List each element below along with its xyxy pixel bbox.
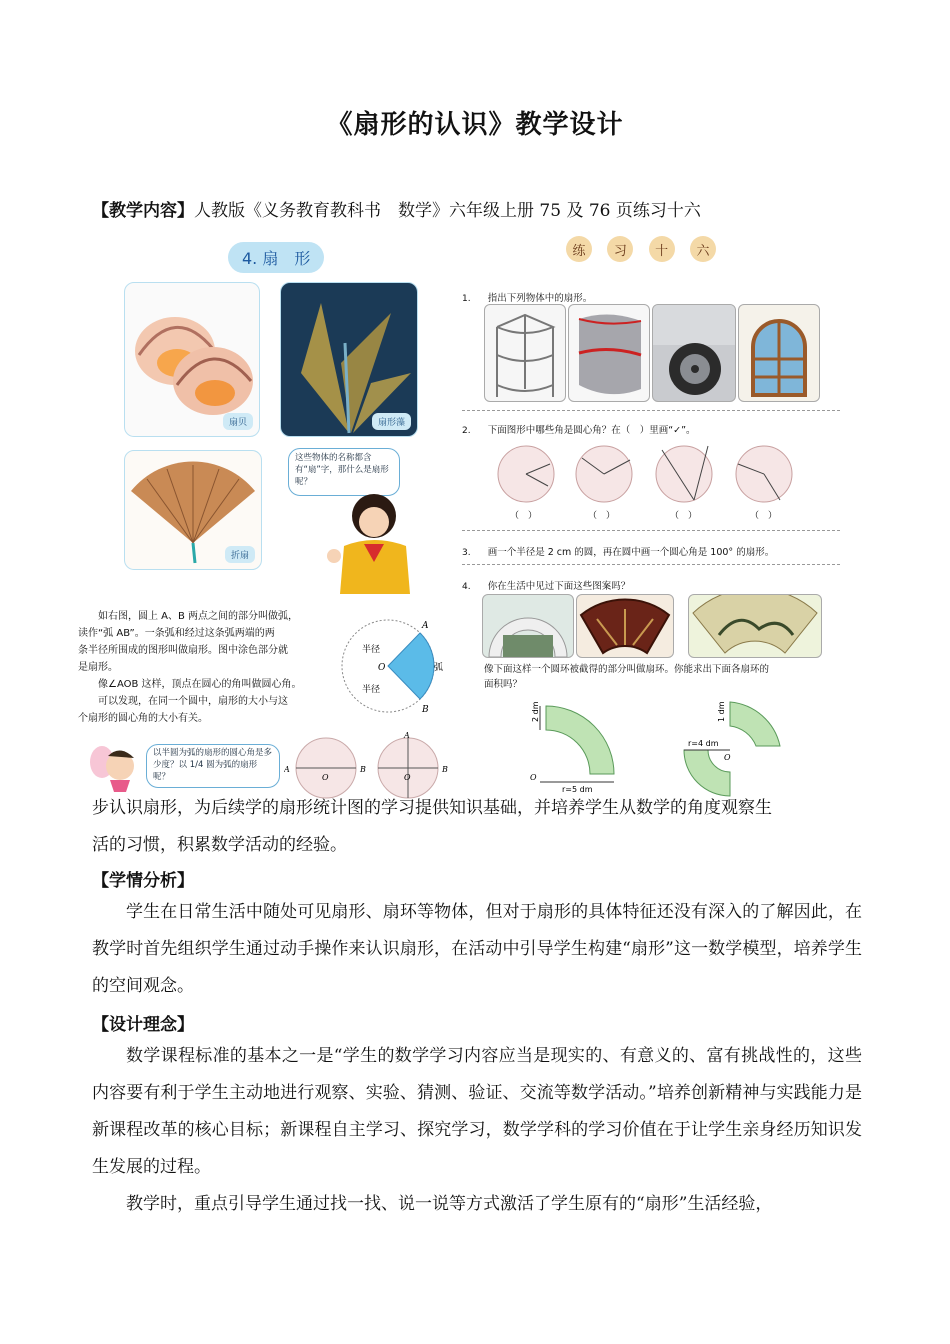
point-o-label: O (378, 663, 386, 673)
caption-scallop: 扇贝 (223, 413, 253, 430)
pic-corner-shelf (484, 304, 566, 402)
paragraph-analysis: 学生在日常生活中随处可见扇形、扇环等物体，但对于扇形的具体特征还没有深入的了解因此，在教学时首先组织学生通过动手操作来认识扇形，在活动中引导学生构建“扇形”这一数学模型，培养学生的空间观念。 (92, 902, 862, 996)
ex2-paren-4: （ ） (750, 511, 778, 521)
page-title: 《扇形的认识》教学设计 (326, 110, 624, 140)
content-label: 【教学内容】 (92, 201, 194, 221)
bottom-question-bubble: 以半圆为弧的扇形的圆心角是多少度？以 1/4 圆为弧的扇形呢？ (146, 744, 280, 788)
content-text: 人教版《义务教育教科书 数学》六年级上册 75 及 76 页练习十六 (194, 201, 701, 221)
paragraph-concept-2: 教学时，重点引导学生通过找一找、说一说等方式激活了学生原有的“扇形”生活经验， (126, 1194, 773, 1214)
ex2-text: 下面图形中哪些角是圆心角？在（ ）里画“✓”。 (487, 425, 696, 436)
photo-seaweed (280, 282, 418, 437)
def-line-6: 可以发现，在同一个圆中，扇形的大小与这 (98, 696, 288, 707)
curved-wall-image (569, 305, 649, 401)
textbook-right-page (462, 232, 842, 800)
circle1-a-label: A (284, 765, 290, 774)
ex4-body-line-2: 面积吗？ (484, 679, 523, 690)
def-line-5: 像∠AOB 这样，顶点在圆心的角叫做圆心角。 (98, 679, 302, 690)
ex2-number: 2. (462, 426, 471, 436)
definition-text (78, 608, 334, 727)
pic-fan-screen (576, 594, 674, 658)
fan-painting-image (689, 595, 821, 657)
exercise-1 (462, 286, 592, 305)
sector-diagram (340, 616, 444, 716)
pic-arched-window (738, 304, 820, 402)
caption-seaweed: 扇形藻 (372, 413, 411, 430)
title-char-2: 习 (607, 236, 633, 262)
girl-illustration (314, 486, 424, 594)
speech-bubble: 这些物体的名称都含有“扇”字，那什么是扇形呢？ (288, 448, 400, 496)
arched-window-image (739, 305, 819, 401)
fan-screen-image (577, 595, 673, 657)
title-char-4: 六 (690, 236, 716, 262)
def-line-1: 如右图，圆上 A、B 两点之间的部分叫做弧， (98, 611, 299, 622)
ex4-text: 你在生活中见过下面这些图案吗？ (487, 581, 631, 592)
pic-moon-gate (482, 594, 574, 658)
pic-curved-wall (568, 304, 650, 402)
ex1-text: 指出下列物体中的扇形。 (487, 293, 593, 304)
arc-label: 弧 (434, 663, 444, 673)
exercise-2 (462, 418, 696, 437)
ex2-circles (486, 438, 826, 512)
pic-fan-painting (688, 594, 822, 658)
exercise-title (566, 236, 716, 262)
photo-scallop (124, 282, 260, 437)
title-char-3: 十 (649, 236, 675, 262)
dim-1dm: 1 dm (717, 701, 726, 722)
photo-folding-fan (124, 450, 262, 570)
ex3-number: 3. (462, 548, 471, 558)
ex4-body-line-1: 像下面这样一个圆环被截得的部分叫做扇环。你能求出下面各扇环的 (484, 664, 770, 675)
ex2-paren-2: （ ） (588, 511, 616, 521)
ex1-number: 1. (462, 294, 471, 304)
center-o-1: O (530, 773, 537, 782)
title-char-1: 练 (566, 236, 592, 262)
angel-illustration (88, 740, 144, 792)
def-line-2: 读作“弧 AB”。一条弧和经过这条弧两端的两 (78, 628, 275, 639)
circle1-o-label: O (322, 773, 329, 782)
ex2-paren-1: （ ） (510, 511, 538, 521)
paragraph-intro-continued (92, 790, 862, 864)
exercise-3 (462, 540, 774, 559)
pic-car-wheel (652, 304, 736, 402)
ex4-number: 4. (462, 582, 471, 592)
dim-r5dm: r=5 dm (562, 785, 593, 794)
circle2-o-label: O (404, 773, 411, 782)
caption-folding-fan: 折扇 (225, 546, 255, 563)
textbook-left-page (76, 232, 461, 800)
exercise-4 (462, 574, 630, 593)
paragraph-concept-1: 数学课程标准的基本之一是“学生的数学学习内容应当是现实的、有意义的、富有挑战性的，这些内容要有利于学生主动地进行观察、实验、猜测、验证、交流等数学活动。”培养创新精神与实践能力是新课程改革的核心目标；新课程自主学习、探究学习，数学学科的学习价值在于让学生亲身经历知识发生发展的过程。 (92, 1046, 862, 1177)
dim-r4dm: r=4 dm (688, 739, 719, 748)
divider-2 (462, 530, 840, 531)
def-line-3: 条半径所围成的图形叫做扇形。图中涂色部分就 (78, 645, 288, 656)
circle2-b-label: B (442, 765, 448, 774)
moon-gate-image (483, 595, 573, 657)
heading-concept: 【设计理念】 (92, 1015, 194, 1035)
center-o-2: O (724, 753, 731, 762)
annulus-sector-2 (676, 690, 796, 800)
divider-3 (462, 564, 840, 565)
ex2-paren-3: （ ） (670, 511, 698, 521)
ex3-text: 画一个半径是 2 cm 的圆，再在圆中画一个圆心角是 100° 的扇形。 (487, 547, 775, 558)
annulus-sector-1 (528, 700, 648, 796)
point-a-label: A (422, 621, 429, 631)
dim-2dm: 2 dm (531, 701, 540, 722)
radius-label-bottom: 半径 (362, 685, 381, 695)
def-line-4: 是扇形。 (78, 662, 118, 673)
section-title-pill: 4. 扇 形 (228, 242, 324, 273)
circle2-a-label: A (404, 732, 410, 740)
intro-line-2: 活的习惯，积累数学活动的经验。 (92, 835, 347, 855)
car-wheel-image (653, 305, 735, 401)
radius-label-top: 半径 (362, 645, 381, 655)
point-b-label: B (422, 705, 429, 715)
heading-analysis: 【学情分析】 (92, 871, 194, 891)
divider-1 (462, 410, 840, 411)
intro-line-1: 步认识扇形，为后续学的扇形统计图的学习提供知识基础，并培养学生从数学的角度观察生 (92, 798, 772, 818)
content-line (92, 196, 701, 221)
circle1-b-label: B (360, 765, 366, 774)
ex4-body (484, 662, 834, 692)
corner-shelf-image (485, 305, 565, 401)
def-line-7: 个扇形的圆心角的大小有关。 (78, 713, 208, 724)
